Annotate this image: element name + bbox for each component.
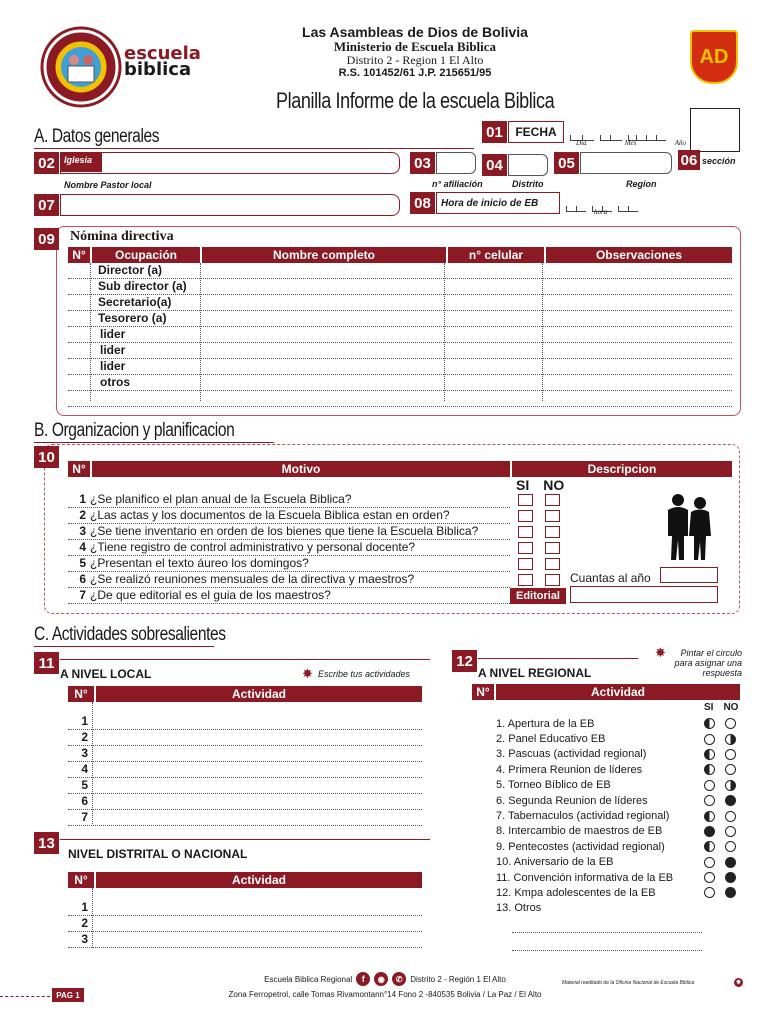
local-row[interactable] [68,778,422,794]
nomina-row-label: Secretario(a) [98,295,172,309]
field-10-num: 10 [34,446,59,468]
hora-input[interactable] [566,199,656,209]
regional-row [496,885,740,900]
org-q-text: ¿Presentan el texto áureo los domingos? [90,556,309,570]
org-q4-no-checkbox[interactable] [545,542,560,554]
regional-no-radio[interactable] [725,764,736,775]
regional-row [496,793,740,808]
field-12-num: 12 [452,650,477,672]
org-questions [68,492,510,604]
regional-row [496,855,740,870]
org-q-text: ¿Se planifico el plan anual de la Escuela Biblica? [90,492,352,506]
field-02-num: 02 [34,152,59,174]
regional-row [496,747,740,762]
field-07-input[interactable] [60,194,400,216]
distrital-row-num: 2 [81,916,88,930]
field-07-num: 07 [34,194,59,216]
distrital-col-n: N° [68,872,94,888]
regional-no-radio[interactable] [725,841,736,852]
distrital-row[interactable] [68,900,422,916]
org-q6-no-checkbox[interactable] [545,574,560,586]
dia-label: Dia [576,139,587,147]
nomina-rows [68,263,732,407]
distrital-col-actividad: Actividad [96,872,422,888]
org-question-row [68,572,510,588]
footer-line2: Zona Ferropetrol, calle Tomas Rivamontann°14 Fono 2 -840535 Bolivia / La Paz / El Alto [228,990,542,999]
org-q2-no-checkbox[interactable] [545,510,560,522]
cuantas-label: Cuantas al año [570,571,651,585]
regional-si-radio[interactable] [704,841,715,852]
regional-no-radio[interactable] [725,780,736,791]
fecha-label: FECHA [515,125,557,139]
nomina-row[interactable] [68,311,732,327]
section-c-title: C. Actividades sobresalientes [34,624,226,645]
org-q-num: 6 [79,572,86,586]
field-06-num: 06 [678,150,700,170]
regional-no-radio[interactable] [725,734,736,745]
org-q-num: 5 [79,556,86,570]
regional-no-radio[interactable] [725,826,736,837]
org-q-num: 4 [79,540,86,554]
regional-si-radio[interactable] [704,826,715,837]
people-icon [664,492,714,562]
facebook-icon[interactable]: f [356,972,370,986]
footer-credit: Material reeditado de la Oficina Nacional de Escuela Biblica [562,980,695,986]
local-title: A NIVEL LOCAL [60,667,152,681]
org-q-num: 1 [79,492,86,506]
pastor-label: Nombre Pastor local [64,180,152,190]
anio-label: Año [674,139,686,147]
ministry-name: Ministerio de Escuela Biblica [333,39,497,54]
regional-si-radio[interactable] [704,764,715,775]
nomina-row[interactable] [68,327,732,343]
org-si-label: SI [516,477,530,493]
org-question-row [68,492,510,508]
nomina-row-label: lider [100,343,126,357]
local-rows [68,714,422,826]
logo-text-escuela: escuela [124,43,201,64]
local-row-num: 7 [81,810,88,824]
local-row[interactable] [68,746,422,762]
nomina-row-label: lider [100,327,126,341]
org-question-row [68,588,510,604]
section-a-title: A. Datos generales [34,126,160,147]
org-q5-si-checkbox[interactable] [518,558,533,570]
regional-title: A NIVEL REGIONAL [478,666,592,680]
org-q-text: ¿Se tiene inventario en orden de los bienes que tiene la Escuela Biblica? [90,524,479,538]
org-q-text: ¿Se realizó reuniones mensuales de la directiva y maestros? [90,572,415,586]
field-05-num: 05 [554,152,579,174]
regional-si-radio[interactable] [704,872,715,883]
local-row-num: 2 [81,730,88,744]
regional-row [496,839,740,854]
rs-line: R.S. 101452/61 J.P. 215651/95 [338,67,492,79]
field-04-num: 04 [482,154,507,176]
regional-row [496,901,740,916]
regional-row-label: 13. Otros [496,902,542,915]
nomina-row[interactable] [68,295,732,311]
field-13-num: 13 [34,832,59,854]
field-08-num: 08 [410,192,435,214]
regional-si-radio[interactable] [704,780,715,791]
fecha-input[interactable] [570,128,686,138]
distrital-row[interactable] [68,916,422,932]
nomina-col-celular: n° celular [448,247,544,263]
regional-si-radio[interactable] [704,749,715,760]
whatsapp-icon[interactable]: ✆ [392,972,406,986]
nomina-row-label: Director (a) [98,263,163,277]
hora-label: hora [594,208,608,216]
org-q-num: 7 [79,588,86,602]
org-q1-si-checkbox[interactable] [518,494,533,506]
regional-si-radio[interactable] [704,887,715,898]
org-question-row [68,540,510,556]
regional-no-radio[interactable] [725,718,736,729]
pintar-label: Pintar el circulo para asignar una respuesta [674,648,742,678]
nomina-row[interactable] [68,343,732,359]
regional-row-label: 10. Aniversario de la EB [496,856,614,869]
org-q4-si-checkbox[interactable] [518,542,533,554]
regional-col-actividad: Actividad [496,684,740,700]
regional-no-label: NO [723,702,739,713]
distrital-row[interactable] [68,932,422,948]
iglesia-input[interactable] [60,152,400,174]
editorial-input[interactable] [570,586,718,603]
org-q-text: ¿Tiene registro de control administrativo y personal docente? [90,540,416,554]
nomina-row[interactable] [68,263,732,279]
seccion-label: sección [702,156,736,166]
regional-row [496,870,740,885]
nomina-row[interactable] [68,359,732,375]
regional-row-label: 5. Torneo Bíblico de EB [496,779,611,792]
ad-logo-text: AD [699,45,729,68]
distrital-title: NIVEL DISTRITAL O NACIONAL [68,847,248,861]
regional-row-label: 2. Panel Educativo EB [496,733,606,746]
org-no-label: NO [543,477,565,493]
logo-text-biblica: biblica [124,59,192,80]
org-q5-no-checkbox[interactable] [545,558,560,570]
editorial-label: Editorial [510,588,566,604]
regional-row-label: 8. Intercambio de maestros de EB [496,825,663,838]
escuela-biblica-logo [38,26,208,108]
org-name: Las Asambleas de Dios de Bolivia [302,24,528,40]
org-q-text: ¿Las actas y los documentos de la Escuela Biblica estan en orden? [90,508,450,522]
nomina-row-label: otros [100,375,130,389]
org-q-num: 2 [79,508,86,522]
section-b-title: B. Organizacion y planificacion [34,420,235,441]
field-11-num: 11 [34,652,59,674]
distrital-rows [68,900,422,948]
regional-row-label: 3. Pascuas (actividad regional) [496,748,647,761]
local-row-num: 3 [81,746,88,760]
org-q-num: 3 [79,524,86,538]
nomina-row[interactable] [68,375,732,391]
nomina-title: Nómina directiva [70,229,174,244]
org-q2-si-checkbox[interactable] [518,510,533,522]
regional-no-radio[interactable] [725,872,736,883]
hora-inicio-label: Hora de inicio de EB [441,197,539,209]
org-question-row [68,556,510,572]
local-row-num: 6 [81,794,88,808]
org-col-motivo: Motivo [92,461,510,477]
local-row[interactable] [68,794,422,810]
nomina-col-ocupacion: Ocupación [92,247,200,263]
regional-no-radio[interactable] [725,887,736,898]
regional-si-radio[interactable] [704,734,715,745]
regional-col-n: N° [472,684,494,700]
regional-no-radio[interactable] [725,749,736,760]
district-line: Distrito 2 - Region 1 El Alto [346,53,484,67]
escribe-label: Escribe tus actividades [318,669,411,679]
nomina-header [68,247,732,263]
region-label: Region [626,179,657,189]
mes-label: Mes [624,139,637,147]
field-09-num: 09 [34,228,59,250]
regional-row [496,808,740,823]
region-input[interactable] [580,152,672,174]
cuantas-input[interactable] [660,567,718,583]
page-number: PAG 1 [52,988,84,1002]
star-icon: ✸ [655,645,666,660]
local-row-num: 1 [81,714,88,728]
regional-row-label: 4. Primera Reunion de líderes [496,763,643,776]
local-row[interactable] [68,714,422,730]
org-question-row [68,508,510,524]
regional-list [496,716,740,916]
location-icon[interactable]: ◉ [374,972,388,986]
local-col-n: N° [68,686,94,702]
iglesia-label: Iglesia [64,155,93,165]
regional-si-radio[interactable] [704,857,715,868]
regional-no-radio[interactable] [725,857,736,868]
afiliacion-label: n° afiliación [432,179,483,189]
distrito-label: Distrito [512,179,544,189]
field-03-num: 03 [410,152,435,174]
local-row[interactable] [68,810,422,826]
regional-row-label: 1. Apertura de la EB [496,717,595,730]
regional-row-label: 12. Kmpa adolescentes de la EB [496,886,656,899]
local-col-actividad: Actividad [96,686,422,702]
regional-row-label: 11. Convención informativa de la EB [496,871,674,884]
nomina-row[interactable] [68,279,732,295]
org-col-descripcion: Descripcion [512,461,732,477]
distrital-row-num: 1 [81,900,88,914]
nomina-row-label: Sub director (a) [98,279,187,293]
star-icon: ✸ [302,666,313,681]
regional-si-radio[interactable] [704,811,715,822]
org-col-n: N° [68,461,90,477]
flower-icon: ✸ [735,980,742,986]
regional-si-radio[interactable] [704,795,715,806]
regional-row-label: 7. Tabernaculos (actividad regional) [496,810,670,823]
regional-row-label: 6. Segunda Reunion de líderes [496,794,648,807]
form-title: Planilla Informe de la escuela Biblica [276,88,555,113]
regional-row [496,778,740,793]
org-q-text: ¿De que editorial es el guia de los maestros? [90,588,331,602]
photo-box[interactable] [690,108,740,152]
distrito-input[interactable] [508,154,548,176]
afiliacion-input[interactable] [436,152,476,174]
fecha-box [508,121,564,143]
distrital-row-num: 3 [81,932,88,946]
nomina-col-n: N° [68,247,90,263]
nomina-col-observaciones: Observaciones [546,247,732,263]
local-row-num: 5 [81,778,88,792]
regional-row-label: 9. Pentecostes (actividad regional) [496,840,665,853]
regional-row [496,762,740,777]
regional-row [496,731,740,746]
regional-no-radio[interactable] [725,795,736,806]
regional-si-radio[interactable] [704,718,715,729]
local-row[interactable] [68,762,422,778]
regional-si-label: SI [704,702,714,713]
local-row[interactable] [68,730,422,746]
org-header [68,461,732,477]
org-q1-no-checkbox[interactable] [545,494,560,506]
nomina-row[interactable] [68,391,732,407]
org-question-row [68,524,510,540]
footer-line1a: Escuela Biblica Regional [264,974,353,984]
org-q3-si-checkbox[interactable] [518,526,533,538]
regional-row [496,824,740,839]
local-row-num: 4 [81,762,88,776]
regional-no-radio[interactable] [725,811,736,822]
nomina-col-nombre: Nombre completo [202,247,446,263]
org-checkboxes [518,494,560,590]
org-q6-si-checkbox[interactable] [518,574,533,586]
nomina-row-label: Tesorero (a) [98,311,167,325]
org-q3-no-checkbox[interactable] [545,526,560,538]
ad-logo [690,30,738,84]
nomina-row-label: lider [100,359,126,373]
hora-inicio-box [436,192,560,214]
regional-row [496,716,740,731]
field-01-num: 01 [482,121,507,143]
footer-line1b: Distrito 2 - Región 1 El Alto [410,974,506,984]
